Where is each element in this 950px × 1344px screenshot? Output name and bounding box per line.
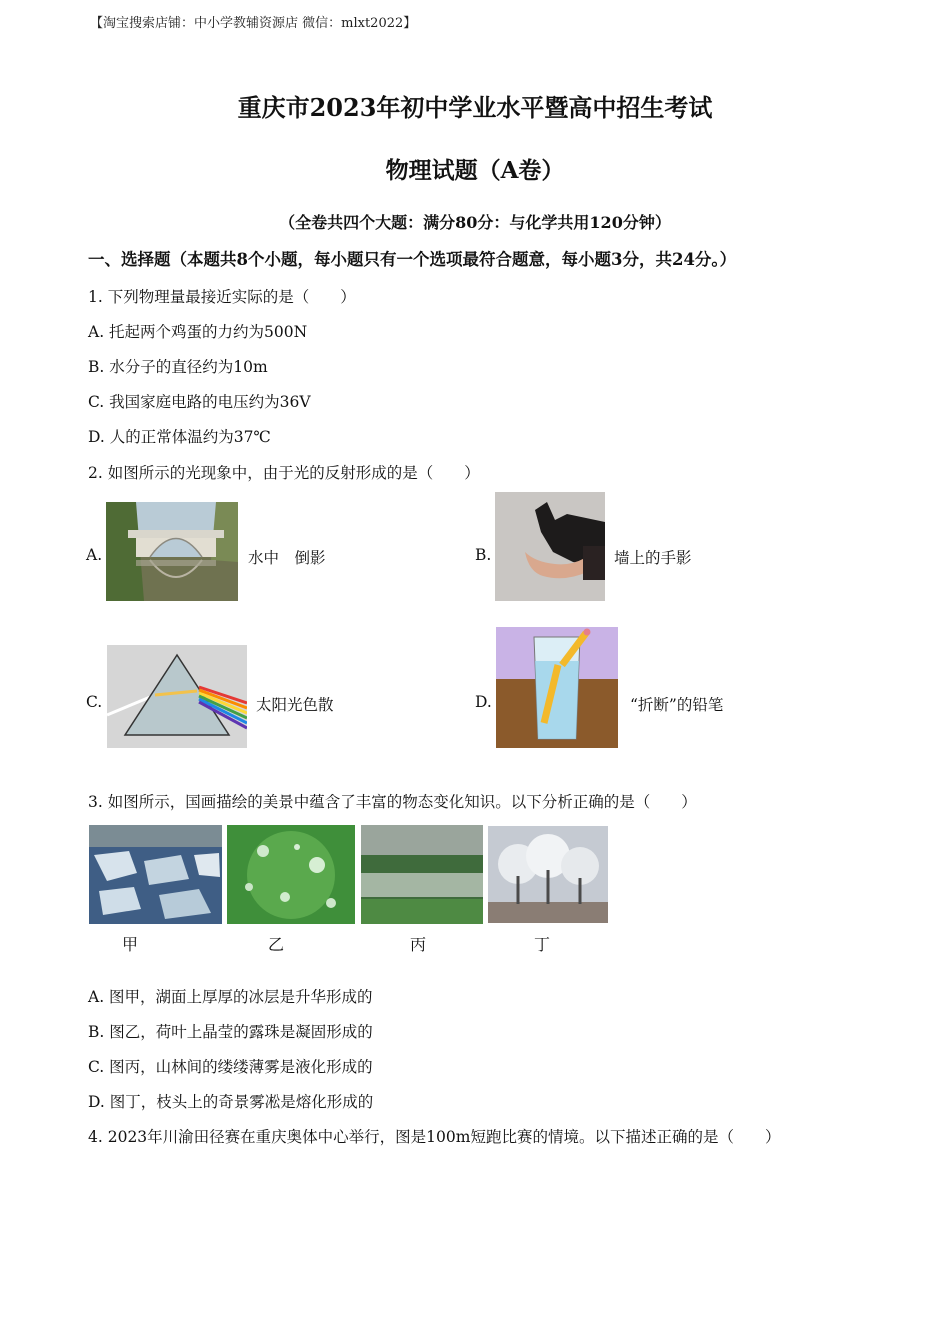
question-2-stem: 2. 如图所示的光现象中，由于光的反射形成的是（ ） [88, 464, 480, 482]
hand-shadow-picture [495, 492, 605, 601]
q2-option-b-caption: 墙上的手影 [614, 549, 692, 567]
q1-option-d: D. 人的正常体温约为37℃ [88, 428, 271, 446]
pencil-in-water-picture [496, 627, 618, 748]
q2-option-d-caption: “折断”的铅笔 [630, 696, 724, 714]
image-label-jia: 甲 [122, 935, 139, 954]
q2-option-c-caption: 太阳光色散 [256, 696, 334, 714]
exam-title: 重庆市2023年初中学业水平暨高中招生考试 [237, 93, 713, 122]
q3-option-c: C. 图丙，山林间的缕缕薄雾是液化形成的 [88, 1058, 373, 1076]
image-label-ding: 丁 [534, 935, 551, 954]
section-heading: 一、选择题（本题共8个小题，每小题只有一个选项最符合题意，每小题3分，共24分。） [88, 250, 737, 269]
exam-info: （全卷共四个大题：满分80分：与化学共用120分钟） [279, 213, 671, 232]
q2-option-b-letter: B. [475, 546, 492, 564]
question-3-stem: 3. 如图所示，国画描绘的美景中蕴含了丰富的物态变化知识。以下分析正确的是（ ） [88, 793, 697, 811]
q3-option-d: D. 图丁，枝头上的奇景雾凇是熔化形成的 [88, 1093, 374, 1111]
q1-option-b: B. 水分子的直径约为10m [88, 358, 268, 376]
q2-option-a-caption: 水中 倒影 [248, 549, 326, 567]
image-label-bing: 丙 [410, 935, 427, 954]
image-label-yi: 乙 [268, 935, 285, 954]
fog-over-forest-picture [361, 825, 483, 924]
header-note: 【淘宝搜索店铺：中小学教辅资源店 微信：mlxt2022】 [90, 16, 417, 31]
q3-option-a: A. 图甲，湖面上厚厚的冰层是升华形成的 [88, 988, 373, 1006]
rime-on-trees-picture [488, 826, 608, 923]
bridge-reflection-picture [106, 502, 238, 601]
paper-title: 物理试题（A卷） [385, 157, 565, 184]
q2-option-d-letter: D. [475, 693, 492, 711]
dew-on-lotus-leaf-picture [227, 825, 355, 924]
q1-option-c: C. 我国家庭电路的电压约为36V [88, 393, 311, 411]
q3-option-b: B. 图乙，荷叶上晶莹的露珠是凝固形成的 [88, 1023, 373, 1041]
q2-option-a-letter: A. [86, 546, 103, 564]
q1-option-a: A. 托起两个鸡蛋的力约为500N [88, 323, 308, 341]
ice-on-lake-picture [89, 825, 222, 924]
question-1-stem: 1. 下列物理量最接近实际的是（ ） [88, 288, 356, 306]
prism-dispersion-picture [107, 645, 247, 748]
question-4-stem: 4. 2023年川渝田径赛在重庆奥体中心举行，图是100m短跑比赛的情境。以下描述正确的是（ ） [88, 1128, 781, 1146]
q2-option-c-letter: C. [86, 693, 103, 711]
